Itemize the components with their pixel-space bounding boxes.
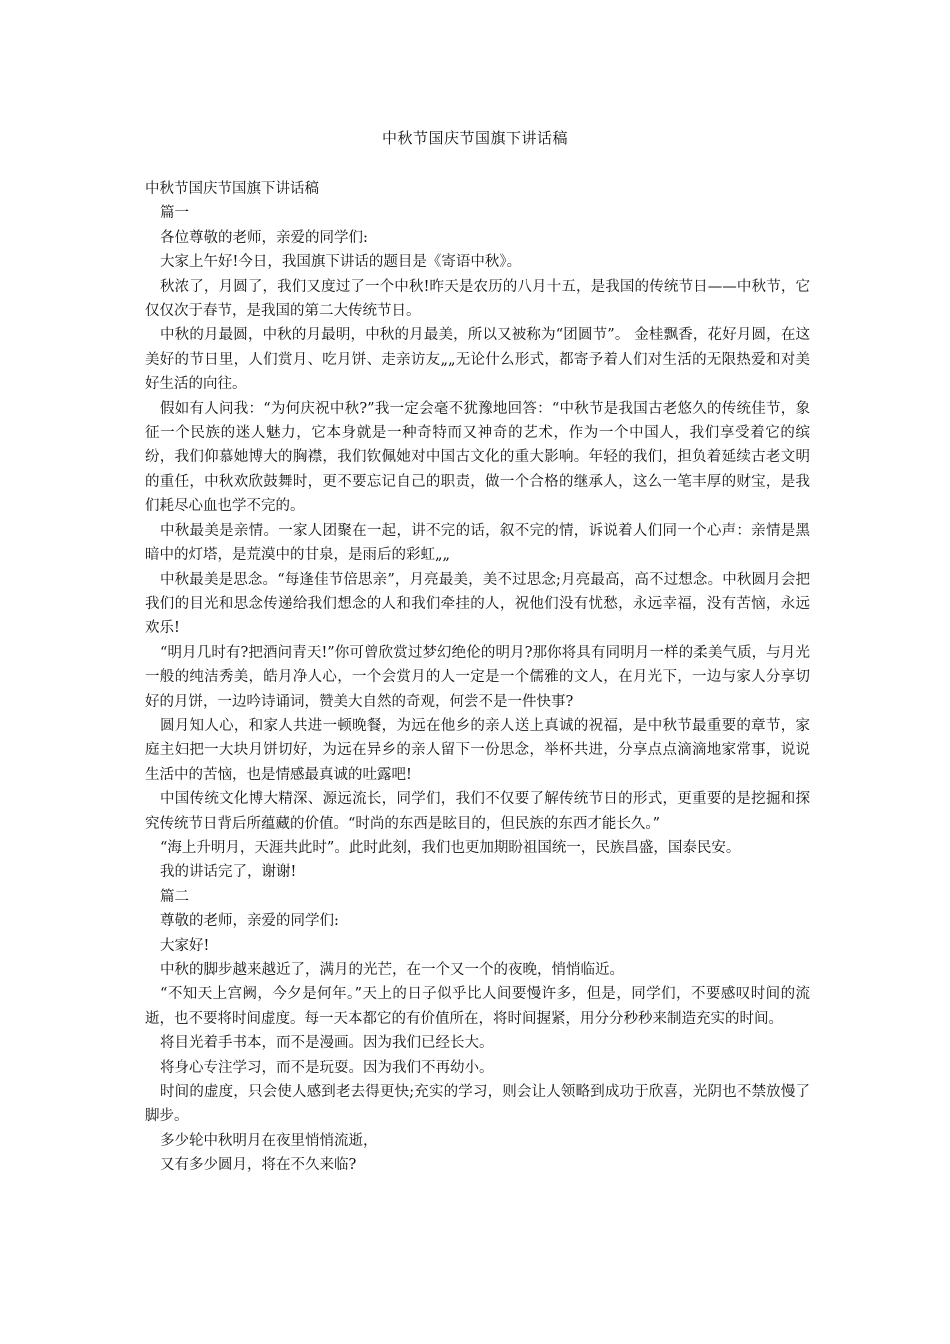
- section-label: 篇二: [160, 888, 189, 905]
- paragraph: 将目光着手书本，而不是漫画。因为我们已经长大。: [160, 1035, 494, 1052]
- document-title: 中秋节国庆节国旗下讲话稿: [381, 129, 568, 147]
- paragraph: 各位尊敬的老师，亲爱的同学们:: [160, 229, 368, 246]
- paragraph: 中秋最美是思念。“每逢佳节倍思亲”，月亮最美，美不过思念;月亮最高，高不过想念。中秋圆月会把我们的目光和思念传递给我们想念的人和我们牵挂的人，祝他们没有忧愁，永远幸福，没有苦恼，永远欢乐!: [145, 571, 810, 637]
- document-body: [145, 177, 810, 1178]
- paragraph: 圆月知人心，和家人共进一顿晚餐，为远在他乡的亲人送上真诚的祝福，是中秋节最重要的章节，家庭主妇把一大块月饼切好，为远在异乡的亲人留下一份思念，举杯共进，分享点点滴滴地家常事，说说生活中的苦恼，也是情感最真诚的吐露吧!: [145, 717, 810, 783]
- paragraph: 尊敬的老师，亲爱的同学们:: [160, 913, 339, 930]
- section-label: 篇一: [160, 205, 189, 222]
- paragraph: 多少轮中秋明月在夜里悄悄流逝，: [160, 1132, 378, 1149]
- paragraph: 大家好!: [160, 937, 210, 954]
- paragraph: 时间的虚度，只会使人感到老去得更快;充实的学习，则会让人领略到成功于欣喜，光阴也不禁放慢了脚步。: [145, 1084, 810, 1125]
- paragraph: “海上升明月，天涯共此时”。此时此刻，我们也更加期盼祖国统一，民族昌盛，国泰民安。: [160, 839, 741, 856]
- paragraph: 中国传统文化博大精深、源远流长，同学们，我们不仅要了解传统节日的形式，更重要的是挖掘和探究传统节日背后所蕴藏的价值。“时尚的东西是眩目的，但民族的东西才能长久。”: [145, 791, 810, 832]
- paragraph: 中秋的月最圆，中秋的月最明，中秋的月最美，所以又被称为“团圆节”。 金桂飘香，花好月圆，在这美好的节日里，人们赏月、吃月饼、走亲访友„„无论什么形式，都寄予着人们对生活的无限热爱和对美好生活的向往。: [145, 327, 810, 393]
- paragraph: 又有多少圆月，将在不久来临?: [160, 1157, 357, 1174]
- paragraph: 大家上午好!今日，我国旗下讲话的题目是《寄语中秋》。: [160, 254, 522, 271]
- paragraph: 秋浓了，月圆了，我们又度过了一个中秋!昨天是农历的八月十五，是我国的传统节日——中秋节，它仅仅次于春节，是我国的第二大传统节日。: [145, 278, 810, 320]
- paragraph: 中秋的脚步越来越近了，满月的光芒，在一个又一个的夜晚，悄悄临近。: [160, 962, 624, 978]
- body-heading: 中秋节国庆节国旗下讲话稿: [145, 181, 319, 197]
- paragraph: 中秋最美是亲情。一家人团聚在一起，讲不完的话，叙不完的情，诉说着人们同一个心声：亲情是黑暗中的灯塔，是荒漠中的甘泉，是雨后的彩虹„„: [145, 522, 810, 564]
- paragraph: 我的讲话完了，谢谢!: [160, 864, 297, 881]
- paragraph: 假如有人问我：“为何庆祝中秋?”我一定会毫不犹豫地回答：“中秋节是我国古老悠久的传统佳节，象征一个民族的迷人魅力，它本身就是一种奇特而又神奇的艺术，作为一个中国人，我们享受着它的缤纷，我们仰慕她博大的胸襟，我们钦佩她对中国古文化的重大影响。年轻的我们，担负着延续古老文明的重任，中秋欢欣鼓舞时，更不要忘记自己的职责，做一个合格的继承人，这么一笔丰厚的财宝，是我们耗尽心血也学不完的。: [145, 400, 810, 515]
- paragraph: “明月几时有?把酒问青天!”你可曾欣赏过梦幻绝伦的明月?那你将具有同明月一样的柔美气质，与月光一般的纯洁秀美，皓月净人心，一个会赏月的人一定是一个儒雅的文人，在月光下，一边与家人分享切好的月饼，一边吟诗诵词，赞美大自然的奇观，何尝不是一件快事?: [145, 644, 810, 710]
- paragraph: 将身心专注学习，而不是玩耍。因为我们不再幼小。: [160, 1059, 494, 1076]
- paragraph: “不知天上宫阙，今夕是何年。”天上的日子似乎比人间要慢许多，但是，同学们，不要感叹时间的流逝，也不要将时间虚度。每一天本都它的有价值所在，将时间握紧，用分分秒秒来制造充实的时间。: [145, 986, 810, 1027]
